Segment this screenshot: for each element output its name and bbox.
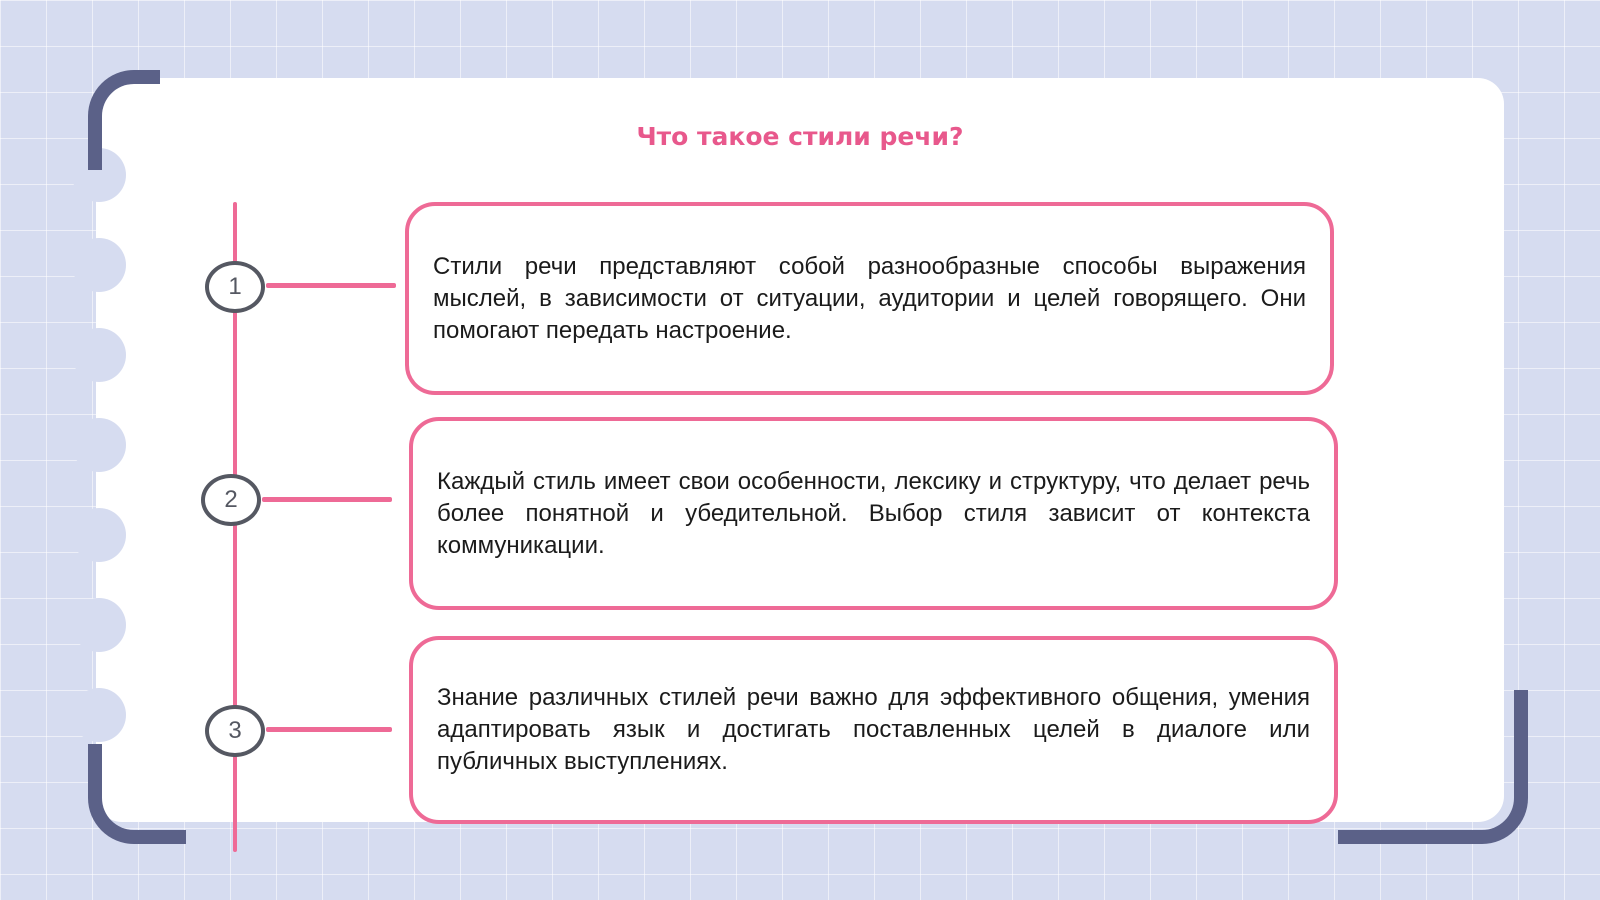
step-number: 2 <box>224 486 238 513</box>
step-number-circle <box>205 705 265 757</box>
notebook-hole <box>72 508 126 562</box>
timeline-connector <box>266 283 396 288</box>
step-number-circle <box>201 474 261 526</box>
info-card-3 <box>409 636 1338 824</box>
slide-title: Что такое стили речи? <box>636 122 964 151</box>
timeline-connector <box>266 727 392 732</box>
info-card-1 <box>405 202 1334 395</box>
step-number: 1 <box>228 273 242 300</box>
frame-corner-bottom-right <box>1338 690 1528 844</box>
info-card-text: Каждый стиль имеет свои особенности, лексику и структуру, что делает речь более понятной и убедительной. Выбор стиля зависит от контекста коммуникации. <box>437 467 1310 559</box>
step-number: 3 <box>228 717 242 744</box>
notebook-hole <box>72 598 126 652</box>
frame-corner-top-left <box>88 70 160 170</box>
notebook-hole <box>72 238 126 292</box>
step-number-circle <box>205 261 265 313</box>
frame-corner-bottom-left <box>88 744 186 844</box>
notebook-hole <box>72 688 126 742</box>
info-card-text: Знание различных стилей речи важно для эффективного общения, умения адаптировать язык и достигать поставленных целей в диалоге или публичных выступлениях. <box>437 684 1310 775</box>
info-card-2 <box>409 417 1338 610</box>
notebook-hole <box>72 418 126 472</box>
timeline-connector <box>262 497 392 502</box>
info-card-text: Стили речи представляют собой разнообразные способы выражения мыслей, в зависимости от ситуации, аудитории и целей говорящего. Они помогают передать настроение. <box>433 252 1306 344</box>
notebook-hole <box>72 328 126 382</box>
